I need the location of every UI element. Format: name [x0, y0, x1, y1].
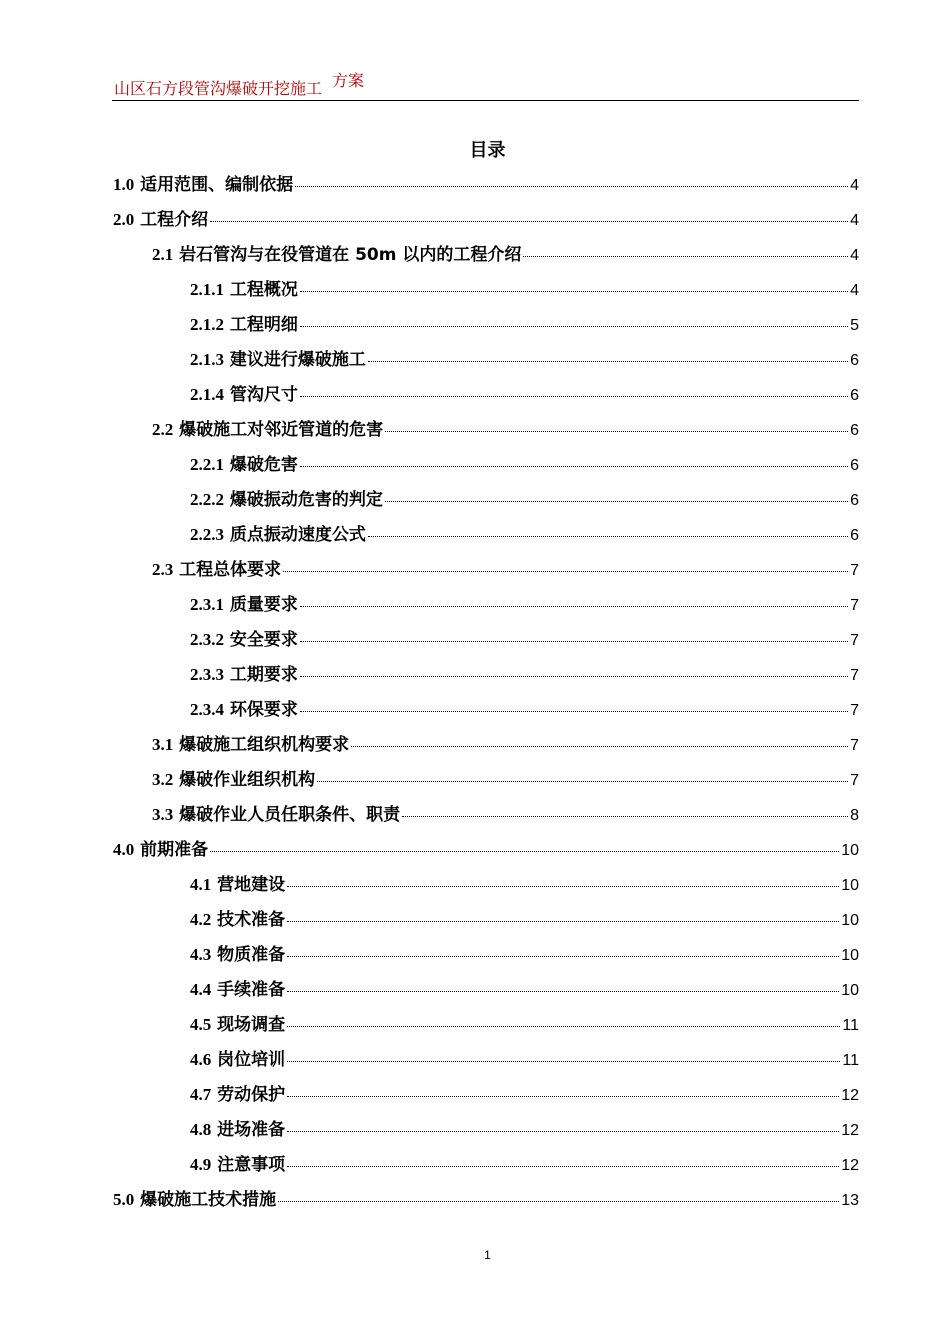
toc-entry-number: 2.3.2: [190, 630, 224, 649]
toc-entry[interactable]: [190, 345, 859, 369]
toc-entry-label: [152, 415, 383, 440]
toc-entry-text: 注意事项: [217, 1155, 286, 1175]
toc-entry-label: [113, 1185, 276, 1210]
toc-entry-text: 技术准备: [217, 910, 286, 930]
toc-leader-dots: [283, 571, 848, 572]
toc-leader-dots: [385, 431, 848, 432]
toc-entry-page: 7: [850, 772, 859, 789]
toc-entry[interactable]: [152, 415, 859, 439]
toc-entry[interactable]: [190, 870, 859, 894]
toc-entry-number: 2.0: [113, 210, 135, 229]
toc-entry-number: 2.1.4: [190, 385, 224, 404]
toc-entry-text: 手续准备: [217, 980, 286, 1000]
toc-entry-page: 10: [841, 842, 859, 859]
toc-leader-dots: [300, 711, 848, 712]
toc-entry-page: 6: [850, 352, 859, 369]
toc-entry[interactable]: [190, 485, 859, 509]
toc-entry-label: [190, 1045, 285, 1070]
toc-entry-label: [190, 1115, 285, 1140]
toc-entry-text: 岩石管沟与在役管道在 50m 以内的工程介绍: [179, 245, 522, 265]
toc-entry-page: 13: [841, 1192, 859, 1209]
toc-entry-page: 7: [850, 597, 859, 614]
toc-entry-page: 7: [850, 702, 859, 719]
toc-entry[interactable]: [152, 800, 859, 824]
toc-entry[interactable]: [190, 380, 859, 404]
toc-leader-dots: [287, 1026, 840, 1027]
toc-entry-label: [190, 940, 285, 965]
toc-entry-text: 工程明细: [229, 315, 298, 335]
toc-entry-text: 安全要求: [229, 630, 298, 650]
toc-entry-label: [190, 520, 366, 545]
toc-leader-dots: [287, 1061, 840, 1062]
toc-leader-dots: [385, 501, 848, 502]
toc-leader-dots: [287, 956, 839, 957]
toc-entry-text: 爆破作业人员任职条件、职责: [179, 805, 401, 825]
toc-leader-dots: [368, 536, 848, 537]
toc-entry-label: [190, 625, 298, 650]
toc-entry-page: 10: [841, 877, 859, 894]
toc-entry-page: 4: [850, 177, 859, 194]
toc-entry[interactable]: [113, 205, 859, 229]
toc-entry-label: [152, 240, 521, 265]
toc-leader-dots: [300, 396, 848, 397]
toc-entry[interactable]: [190, 1150, 859, 1174]
toc-leader-dots: [300, 466, 848, 467]
toc-entry-label: [152, 555, 281, 580]
toc-entry[interactable]: [152, 555, 859, 579]
toc-leader-dots: [287, 1096, 839, 1097]
toc-entry[interactable]: [113, 1185, 859, 1209]
toc-entry-page: 4: [850, 247, 859, 264]
toc-entry-number: 4.5: [190, 1015, 212, 1034]
toc-leader-dots: [368, 361, 848, 362]
toc-entry-label: [152, 765, 315, 790]
toc-entry-text: 爆破施工对邻近管道的危害: [179, 420, 384, 440]
toc-entry[interactable]: [190, 905, 859, 929]
toc-leader-dots: [287, 991, 839, 992]
toc-entry-text: 前期准备: [140, 840, 209, 860]
toc-entry-label: [190, 485, 383, 510]
toc-entry-number: 4.2: [190, 910, 212, 929]
toc-entry-number: 4.1: [190, 875, 212, 894]
toc-leader-dots: [402, 816, 848, 817]
toc-entry[interactable]: [190, 1115, 859, 1139]
header-title: 山区石方段管沟爆破开挖施工: [114, 79, 323, 98]
toc-entry-page: 4: [850, 212, 859, 229]
toc-leader-dots: [210, 221, 848, 222]
toc-entry-page: 7: [850, 667, 859, 684]
toc-entry-label: [113, 205, 208, 230]
toc-entry-number: 2.3.3: [190, 665, 224, 684]
toc-entry[interactable]: [190, 450, 859, 474]
toc-entry-label: [190, 660, 298, 685]
toc-entry[interactable]: [190, 1045, 859, 1069]
toc-entry-number: 2.2: [152, 420, 174, 439]
toc-entry-number: 3.1: [152, 735, 174, 754]
toc-entry-label: [190, 1150, 285, 1175]
toc-entry-number: 2.2.1: [190, 455, 224, 474]
toc-leader-dots: [523, 256, 848, 257]
toc-entry[interactable]: [113, 170, 859, 194]
toc-leader-dots: [287, 1166, 839, 1167]
toc-leader-dots: [287, 886, 839, 887]
toc-entry-text: 营地建设: [217, 875, 286, 895]
toc-entry-label: [190, 1080, 285, 1105]
toc-entry-number: 1.0: [113, 175, 135, 194]
toc-entry-page: 10: [841, 912, 859, 929]
toc-entry-label: [190, 310, 298, 335]
toc-entry-number: 2.2.2: [190, 490, 224, 509]
toc-entry-label: [190, 695, 298, 720]
toc-entry-text: 爆破施工技术措施: [140, 1190, 277, 1210]
toc-entry-text: 管沟尺寸: [229, 385, 298, 405]
toc-entry-text: 爆破施工组织机构要求: [179, 735, 350, 755]
toc-entry-label: [152, 730, 349, 755]
toc-title: 目录: [469, 140, 506, 161]
toc-entry[interactable]: [152, 730, 859, 754]
toc-leader-dots: [300, 326, 848, 327]
toc-entry[interactable]: [190, 695, 859, 719]
toc-entry-label: [190, 870, 285, 895]
toc-entry[interactable]: [190, 940, 859, 964]
toc-entry-label: [190, 1010, 285, 1035]
toc-entry-page: 11: [842, 1052, 859, 1069]
toc-leader-dots: [300, 641, 848, 642]
toc-entry-page: 7: [850, 632, 859, 649]
toc-entry-label: [190, 380, 298, 405]
toc-entry-number: 2.1.2: [190, 315, 224, 334]
toc-entry-page: 8: [850, 807, 859, 824]
toc-entry-page: 10: [841, 982, 859, 999]
toc-entry-text: 适用范围、编制依据: [140, 175, 294, 195]
toc-entry-number: 2.3.1: [190, 595, 224, 614]
toc-entry[interactable]: [152, 765, 859, 789]
toc-entry[interactable]: [152, 240, 859, 264]
toc-entry-page: 5: [850, 317, 859, 334]
toc-entry-text: 工程概况: [229, 280, 298, 300]
toc-entry-page: 11: [842, 1017, 859, 1034]
toc-leader-dots: [210, 851, 839, 852]
toc-entry-number: 2.1: [152, 245, 174, 264]
toc-entry-text: 环保要求: [229, 700, 298, 720]
toc-entry-text: 进场准备: [217, 1120, 286, 1140]
toc-entry-number: 2.1.1: [190, 280, 224, 299]
toc-leader-dots: [287, 1131, 839, 1132]
toc-entry-text: 工程介绍: [140, 210, 209, 230]
toc-entry-label: [190, 590, 298, 615]
toc-entry-number: 4.6: [190, 1050, 212, 1069]
toc-entry[interactable]: [190, 1010, 859, 1034]
toc-entry-label: [190, 905, 285, 930]
toc-entry-text: 工程总体要求: [179, 560, 282, 580]
toc-leader-dots: [351, 746, 848, 747]
toc-entry-number: 2.1.3: [190, 350, 224, 369]
toc-entry-page: 6: [850, 387, 859, 404]
toc-entry[interactable]: [190, 520, 859, 544]
toc-entry-text: 爆破振动危害的判定: [229, 490, 383, 510]
toc-entry-label: [190, 975, 285, 1000]
toc-entry-label: [190, 275, 298, 300]
toc-entry[interactable]: [113, 835, 859, 859]
header-title-superscript: 方案: [332, 71, 365, 90]
toc-entry-number: 5.0: [113, 1190, 135, 1209]
toc-entry-text: 质点振动速度公式: [229, 525, 366, 545]
toc-entry-number: 4.7: [190, 1085, 212, 1104]
toc-entry-text: 质量要求: [229, 595, 298, 615]
toc-entry-page: 6: [850, 492, 859, 509]
toc-entry-label: [190, 450, 298, 475]
toc-entry[interactable]: [190, 660, 859, 684]
toc-entry-label: [190, 345, 366, 370]
toc-entry-page: 10: [841, 947, 859, 964]
toc-entry-text: 岗位培训: [217, 1050, 286, 1070]
toc-leader-dots: [317, 781, 848, 782]
toc-leader-dots: [295, 186, 848, 187]
toc-entry-text: 劳动保护: [217, 1085, 286, 1105]
toc-entry[interactable]: [190, 975, 859, 999]
toc-entry-page: 12: [841, 1087, 859, 1104]
toc-entry-text: 现场调查: [217, 1015, 286, 1035]
toc-entry[interactable]: [190, 625, 859, 649]
toc-entry[interactable]: [190, 310, 859, 334]
toc-entry-page: 6: [850, 527, 859, 544]
toc-leader-dots: [300, 676, 848, 677]
toc-entry[interactable]: [190, 275, 859, 299]
toc-entry-text: 物质准备: [217, 945, 286, 965]
toc-entry-number: 4.0: [113, 840, 135, 859]
toc-entry-label: [152, 800, 400, 825]
toc-entry-number: 4.9: [190, 1155, 212, 1174]
toc-entry-number: 4.8: [190, 1120, 212, 1139]
toc-entry-number: 2.3.4: [190, 700, 224, 719]
toc-entry-text: 工期要求: [229, 665, 298, 685]
toc-entry-number: 3.3: [152, 805, 174, 824]
toc-leader-dots: [300, 606, 848, 607]
toc-entry-page: 6: [850, 422, 859, 439]
page-number: 1: [484, 1248, 491, 1262]
toc-leader-dots: [300, 291, 848, 292]
toc-entry-page: 4: [850, 282, 859, 299]
toc-entry[interactable]: [190, 1080, 859, 1104]
toc-entry-number: 4.3: [190, 945, 212, 964]
toc-entry-page: 7: [850, 562, 859, 579]
toc-entry-page: 12: [841, 1157, 859, 1174]
toc-entry-text: 爆破作业组织机构: [179, 770, 316, 790]
toc-entry-number: 2.3: [152, 560, 174, 579]
toc-entry-label: [113, 835, 208, 860]
toc-entry-number: 2.2.3: [190, 525, 224, 544]
toc-entry-text: 爆破危害: [229, 455, 298, 475]
toc-leader-dots: [278, 1201, 839, 1202]
toc-entry-label: [113, 170, 293, 195]
toc-entry-number: 3.2: [152, 770, 174, 789]
toc-entry[interactable]: [190, 590, 859, 614]
toc-entry-page: 12: [841, 1122, 859, 1139]
toc-entry-text: 建议进行爆破施工: [229, 350, 366, 370]
toc-leader-dots: [287, 921, 839, 922]
toc-entry-page: 6: [850, 457, 859, 474]
toc-entry-number: 4.4: [190, 980, 212, 999]
toc-entry-page: 7: [850, 737, 859, 754]
